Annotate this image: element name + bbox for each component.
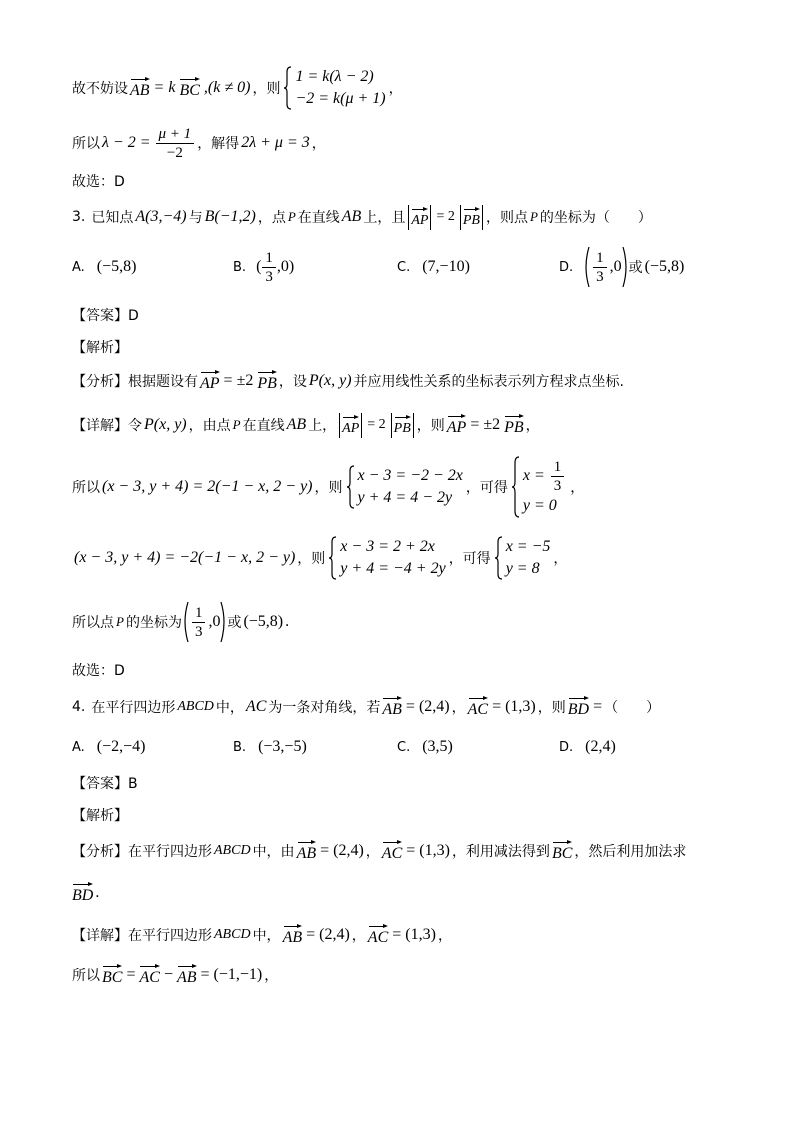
right-paren bbox=[622, 246, 629, 288]
text-segment: ，则 bbox=[314, 480, 343, 496]
text-segment: 所以点 bbox=[72, 615, 114, 631]
text-segment: 故不妨设 bbox=[72, 81, 128, 97]
text-segment: ，可得 bbox=[465, 480, 508, 496]
text-segment: 中， bbox=[252, 928, 281, 944]
point-p: P bbox=[529, 209, 538, 224]
fraction-denominator: −2 bbox=[166, 144, 183, 161]
fraction bbox=[156, 125, 195, 162]
q3-case1 bbox=[72, 455, 584, 519]
system-row: x − 3 = 2 + 2x bbox=[340, 538, 435, 555]
math-expr: = ±2 bbox=[223, 372, 254, 389]
fraction-numerator: 1 bbox=[593, 249, 607, 268]
math-expr: (x − 3, y + 4) = 2(−1 − x, 2 − y) bbox=[102, 478, 313, 495]
text-segment: 并应用线性关系的坐标表示列方程求点坐标. bbox=[353, 374, 624, 390]
q3-case2 bbox=[72, 536, 567, 580]
vector-ab: AB bbox=[283, 924, 303, 947]
text-segment: 中， bbox=[215, 700, 244, 716]
parallelogram-name: ABCD bbox=[214, 927, 251, 942]
math-expr: = (1,3) bbox=[392, 926, 436, 943]
vector-ab: AB bbox=[177, 964, 197, 987]
vector-pb: PB bbox=[463, 207, 480, 230]
text-segment: ，利用减法得到 bbox=[451, 844, 550, 860]
text-segment: ，由点 bbox=[188, 418, 231, 434]
question-number: 3. bbox=[72, 209, 86, 225]
text-segment: 在平行四边形 bbox=[91, 700, 176, 716]
vector-bd: BD bbox=[568, 696, 589, 719]
fraction-denominator: 3 bbox=[596, 268, 604, 285]
text-segment: ，则 bbox=[416, 418, 445, 434]
equation-system bbox=[283, 66, 385, 110]
system-row bbox=[523, 458, 567, 495]
q3-stem bbox=[72, 203, 652, 231]
math-expr: = (2,4) bbox=[320, 842, 364, 859]
option-d bbox=[559, 735, 618, 759]
option-d bbox=[559, 245, 686, 289]
text-segment: 与 bbox=[188, 210, 203, 226]
text-segment: ， bbox=[437, 928, 452, 944]
math-expr: = (−1,−1) bbox=[200, 966, 263, 983]
text-segment: ， bbox=[451, 700, 466, 716]
fraction bbox=[262, 249, 276, 286]
text-segment: 的坐标为（ ） bbox=[539, 210, 652, 226]
text-segment: ，则 bbox=[252, 81, 281, 97]
text-segment: 的坐标为 bbox=[125, 615, 182, 631]
fraction-numerator: 1 bbox=[551, 458, 565, 477]
text-segment: 所以 bbox=[72, 968, 100, 984]
math-expr: = (1,3) bbox=[492, 698, 536, 715]
vector-bd: BD bbox=[72, 882, 93, 905]
parallelogram-name: ABCD bbox=[177, 699, 214, 714]
equation-system bbox=[328, 536, 445, 580]
math-expr: = ±2 bbox=[470, 416, 501, 433]
vector-bc: BC bbox=[552, 840, 572, 863]
fraction bbox=[593, 249, 607, 286]
option-value: (3,5) bbox=[422, 738, 453, 755]
q3-xiangjie bbox=[72, 411, 540, 439]
math-expr: 2λ + μ = 3 bbox=[241, 134, 310, 151]
q2-setup-line bbox=[72, 64, 403, 112]
option-value: (7,−10) bbox=[422, 258, 470, 275]
left-brace bbox=[346, 465, 355, 509]
system-rows bbox=[295, 66, 385, 110]
text-segment: ，则 bbox=[537, 700, 566, 716]
option-label: C. bbox=[397, 739, 411, 755]
text-segment: ，可得 bbox=[448, 551, 491, 567]
text-segment: 所以 bbox=[72, 480, 100, 496]
answer-text: 【答案】B bbox=[72, 776, 138, 792]
text-segment: ，则 bbox=[297, 551, 326, 567]
solution-system bbox=[494, 536, 551, 580]
vector-ac: AC bbox=[139, 964, 159, 987]
math-expr: = bbox=[593, 698, 603, 715]
system-row: y = 8 bbox=[505, 560, 540, 577]
text-segment: ， bbox=[553, 551, 568, 567]
option-value: (2,4) bbox=[585, 738, 616, 755]
text-segment: 上，且 bbox=[363, 210, 406, 226]
choice-text: 故选：D bbox=[72, 174, 125, 190]
q4-xiangjie bbox=[72, 921, 452, 949]
math-expr: ,0 bbox=[208, 613, 221, 630]
text-segment: 已知点 bbox=[91, 210, 134, 226]
text-segment: 在直线 bbox=[242, 418, 285, 434]
vector-pb: PB bbox=[257, 370, 277, 393]
option-label: C. bbox=[397, 259, 411, 275]
solution-x: x = bbox=[522, 467, 545, 484]
text-segment: 或 bbox=[227, 615, 242, 631]
fraction-numerator: 1 bbox=[262, 249, 276, 268]
text-segment: 【分析】根据题设有 bbox=[72, 374, 198, 390]
fraction-numerator: 1 bbox=[192, 604, 206, 623]
vector-ab: AB bbox=[130, 77, 150, 100]
system-row: y = 0 bbox=[522, 496, 557, 514]
option-c bbox=[397, 245, 472, 289]
system-row: y + 4 = −4 + 2y bbox=[340, 560, 446, 577]
option-label: A. bbox=[72, 259, 85, 275]
paren: ( bbox=[256, 258, 262, 275]
q4-stem bbox=[72, 693, 660, 721]
parallelogram-name: ABCD bbox=[214, 843, 251, 858]
text-segment: 在直线 bbox=[297, 210, 340, 226]
vector-ac: AC bbox=[468, 696, 488, 719]
text-segment: 【详解】在平行四边形 bbox=[72, 928, 212, 944]
option-value: (−3,−5) bbox=[258, 738, 307, 755]
text-segment: 所以 bbox=[72, 136, 100, 152]
abs-value bbox=[391, 413, 414, 438]
system-row: 1 = k(λ − 2) bbox=[295, 68, 374, 85]
left-brace bbox=[283, 66, 292, 110]
q3-answer bbox=[72, 303, 139, 327]
fraction bbox=[551, 458, 565, 495]
math-expr: λ − 2 = bbox=[102, 134, 151, 151]
text-segment: 中，由 bbox=[252, 844, 295, 860]
math-expr: = (2,4) bbox=[306, 926, 350, 943]
text-segment: ，设 bbox=[278, 374, 307, 390]
point-a: A(3,−4) bbox=[135, 208, 187, 225]
equals-sign: = bbox=[126, 966, 136, 983]
option-value-rest: ,0) bbox=[276, 258, 295, 275]
left-brace bbox=[511, 456, 520, 518]
text-segment: ， bbox=[311, 136, 326, 152]
system-rows bbox=[523, 458, 567, 517]
choice-text: 故选：D bbox=[72, 663, 125, 679]
left-paren bbox=[182, 601, 189, 643]
math-expr: = 2 bbox=[436, 209, 455, 224]
q4-answer bbox=[72, 771, 138, 795]
text-segment: ， bbox=[570, 480, 585, 496]
option-a bbox=[72, 245, 138, 289]
abs-value bbox=[339, 413, 362, 438]
system-rows bbox=[340, 536, 445, 580]
period: . bbox=[285, 613, 290, 630]
text-segment: ， bbox=[264, 968, 279, 984]
vector-ap: AP bbox=[200, 370, 220, 393]
text-segment: （ ） bbox=[604, 700, 661, 716]
system-rows bbox=[506, 536, 551, 580]
fraction-denominator: 3 bbox=[553, 477, 562, 494]
left-brace bbox=[328, 536, 337, 580]
option-c bbox=[397, 735, 455, 759]
text-segment: 【分析】在平行四边形 bbox=[72, 844, 212, 860]
fraction-numerator: μ + 1 bbox=[156, 125, 195, 144]
text-segment: 上， bbox=[308, 418, 337, 434]
point-p-coords: P(x, y) bbox=[144, 416, 187, 433]
vector-ab: AB bbox=[297, 840, 317, 863]
text-segment: ，解得 bbox=[197, 136, 240, 152]
system-row: x − 3 = −2 − 2x bbox=[357, 467, 463, 484]
math-expr: = 2 bbox=[367, 417, 386, 432]
option-label: D. bbox=[559, 259, 574, 275]
left-brace bbox=[494, 536, 503, 580]
q3-choice-line bbox=[72, 658, 125, 682]
right-paren bbox=[220, 601, 227, 643]
point-p: P bbox=[116, 614, 124, 629]
math-expr: (x − 3, y + 4) = −2(−1 − x, 2 − y) bbox=[74, 549, 296, 566]
period: . bbox=[95, 884, 100, 901]
solution-system bbox=[511, 456, 567, 518]
text-segment: ，点 bbox=[257, 210, 286, 226]
section-heading: 【解析】 bbox=[72, 340, 128, 356]
q2-choice-line bbox=[72, 169, 125, 193]
option-label: A. bbox=[72, 739, 85, 755]
abs-value bbox=[408, 205, 431, 230]
diagonal-ac: AC bbox=[245, 698, 267, 715]
vector-pb: PB bbox=[394, 415, 411, 438]
vector-ab: AB bbox=[382, 696, 402, 719]
vector-ap: AP bbox=[411, 207, 428, 230]
text-segment: ， bbox=[388, 81, 403, 97]
text-segment: ，然后利用加法求 bbox=[574, 844, 687, 860]
point-p: P bbox=[232, 417, 241, 432]
math-expr: = (1,3) bbox=[406, 842, 450, 859]
text-segment: ， bbox=[351, 928, 366, 944]
option-label: B. bbox=[233, 739, 247, 755]
point-b: B(−1,2) bbox=[204, 208, 256, 225]
fraction-denominator: 3 bbox=[265, 268, 273, 285]
text-segment: 【详解】令 bbox=[72, 418, 142, 434]
option-a bbox=[72, 735, 148, 759]
point-p: P bbox=[287, 209, 296, 224]
option-value: (−5,8) bbox=[644, 258, 685, 275]
q3-jiexi-heading bbox=[72, 335, 128, 359]
vector-ap: AP bbox=[342, 415, 359, 438]
option-value-rest: ,0 bbox=[609, 258, 622, 275]
math-expr: = k bbox=[153, 79, 176, 96]
option-b bbox=[233, 735, 309, 759]
math-expr: (−5,8) bbox=[243, 613, 284, 630]
point-p-coords: P(x, y) bbox=[308, 372, 352, 389]
equation-system bbox=[346, 465, 463, 509]
left-paren bbox=[583, 246, 590, 288]
vector-bc: BC bbox=[102, 964, 122, 987]
q4-so-line bbox=[72, 961, 278, 989]
math-expr: = (2,4) bbox=[405, 698, 450, 715]
vector-ac: AC bbox=[382, 840, 402, 863]
question-number: 4. bbox=[72, 699, 86, 715]
vector-bc: BC bbox=[179, 77, 199, 100]
option-label: B. bbox=[233, 259, 247, 275]
text-segment: ， bbox=[525, 418, 540, 434]
fraction bbox=[192, 604, 206, 641]
text-segment: 或 bbox=[628, 260, 643, 276]
section-heading: 【解析】 bbox=[72, 808, 128, 824]
text-segment: 为一条对角线，若 bbox=[268, 700, 381, 716]
fraction-denominator: 3 bbox=[194, 623, 203, 640]
text-segment: ，则点 bbox=[485, 210, 528, 226]
q3-conclusion bbox=[72, 600, 289, 644]
vector-ap: AP bbox=[447, 414, 467, 437]
vector-ac: AC bbox=[368, 924, 388, 947]
q3-fenxi bbox=[72, 367, 624, 395]
system-rows bbox=[358, 465, 463, 509]
line-ab: AB bbox=[341, 208, 362, 225]
q4-jiexi-heading bbox=[72, 803, 128, 827]
text-segment: ， bbox=[365, 844, 380, 860]
system-row: −2 = k(μ + 1) bbox=[295, 90, 386, 107]
line-ab: AB bbox=[286, 416, 307, 433]
math-condition: ,(k ≠ 0) bbox=[203, 79, 251, 96]
option-b bbox=[233, 245, 294, 289]
q4-fenxi bbox=[72, 837, 686, 865]
system-row: x = −5 bbox=[505, 538, 551, 555]
minus-sign: − bbox=[163, 966, 173, 983]
q4-fenxi-continued bbox=[72, 879, 99, 907]
vector-pb: PB bbox=[504, 414, 524, 437]
q2-result-line bbox=[72, 121, 326, 165]
option-label: D. bbox=[559, 739, 574, 755]
abs-value bbox=[460, 205, 483, 230]
answer-text: 【答案】D bbox=[72, 308, 139, 324]
option-value: (−5,8) bbox=[96, 258, 137, 275]
system-row: y + 4 = 4 − 2y bbox=[357, 489, 453, 506]
option-value: (−2,−4) bbox=[96, 738, 146, 755]
